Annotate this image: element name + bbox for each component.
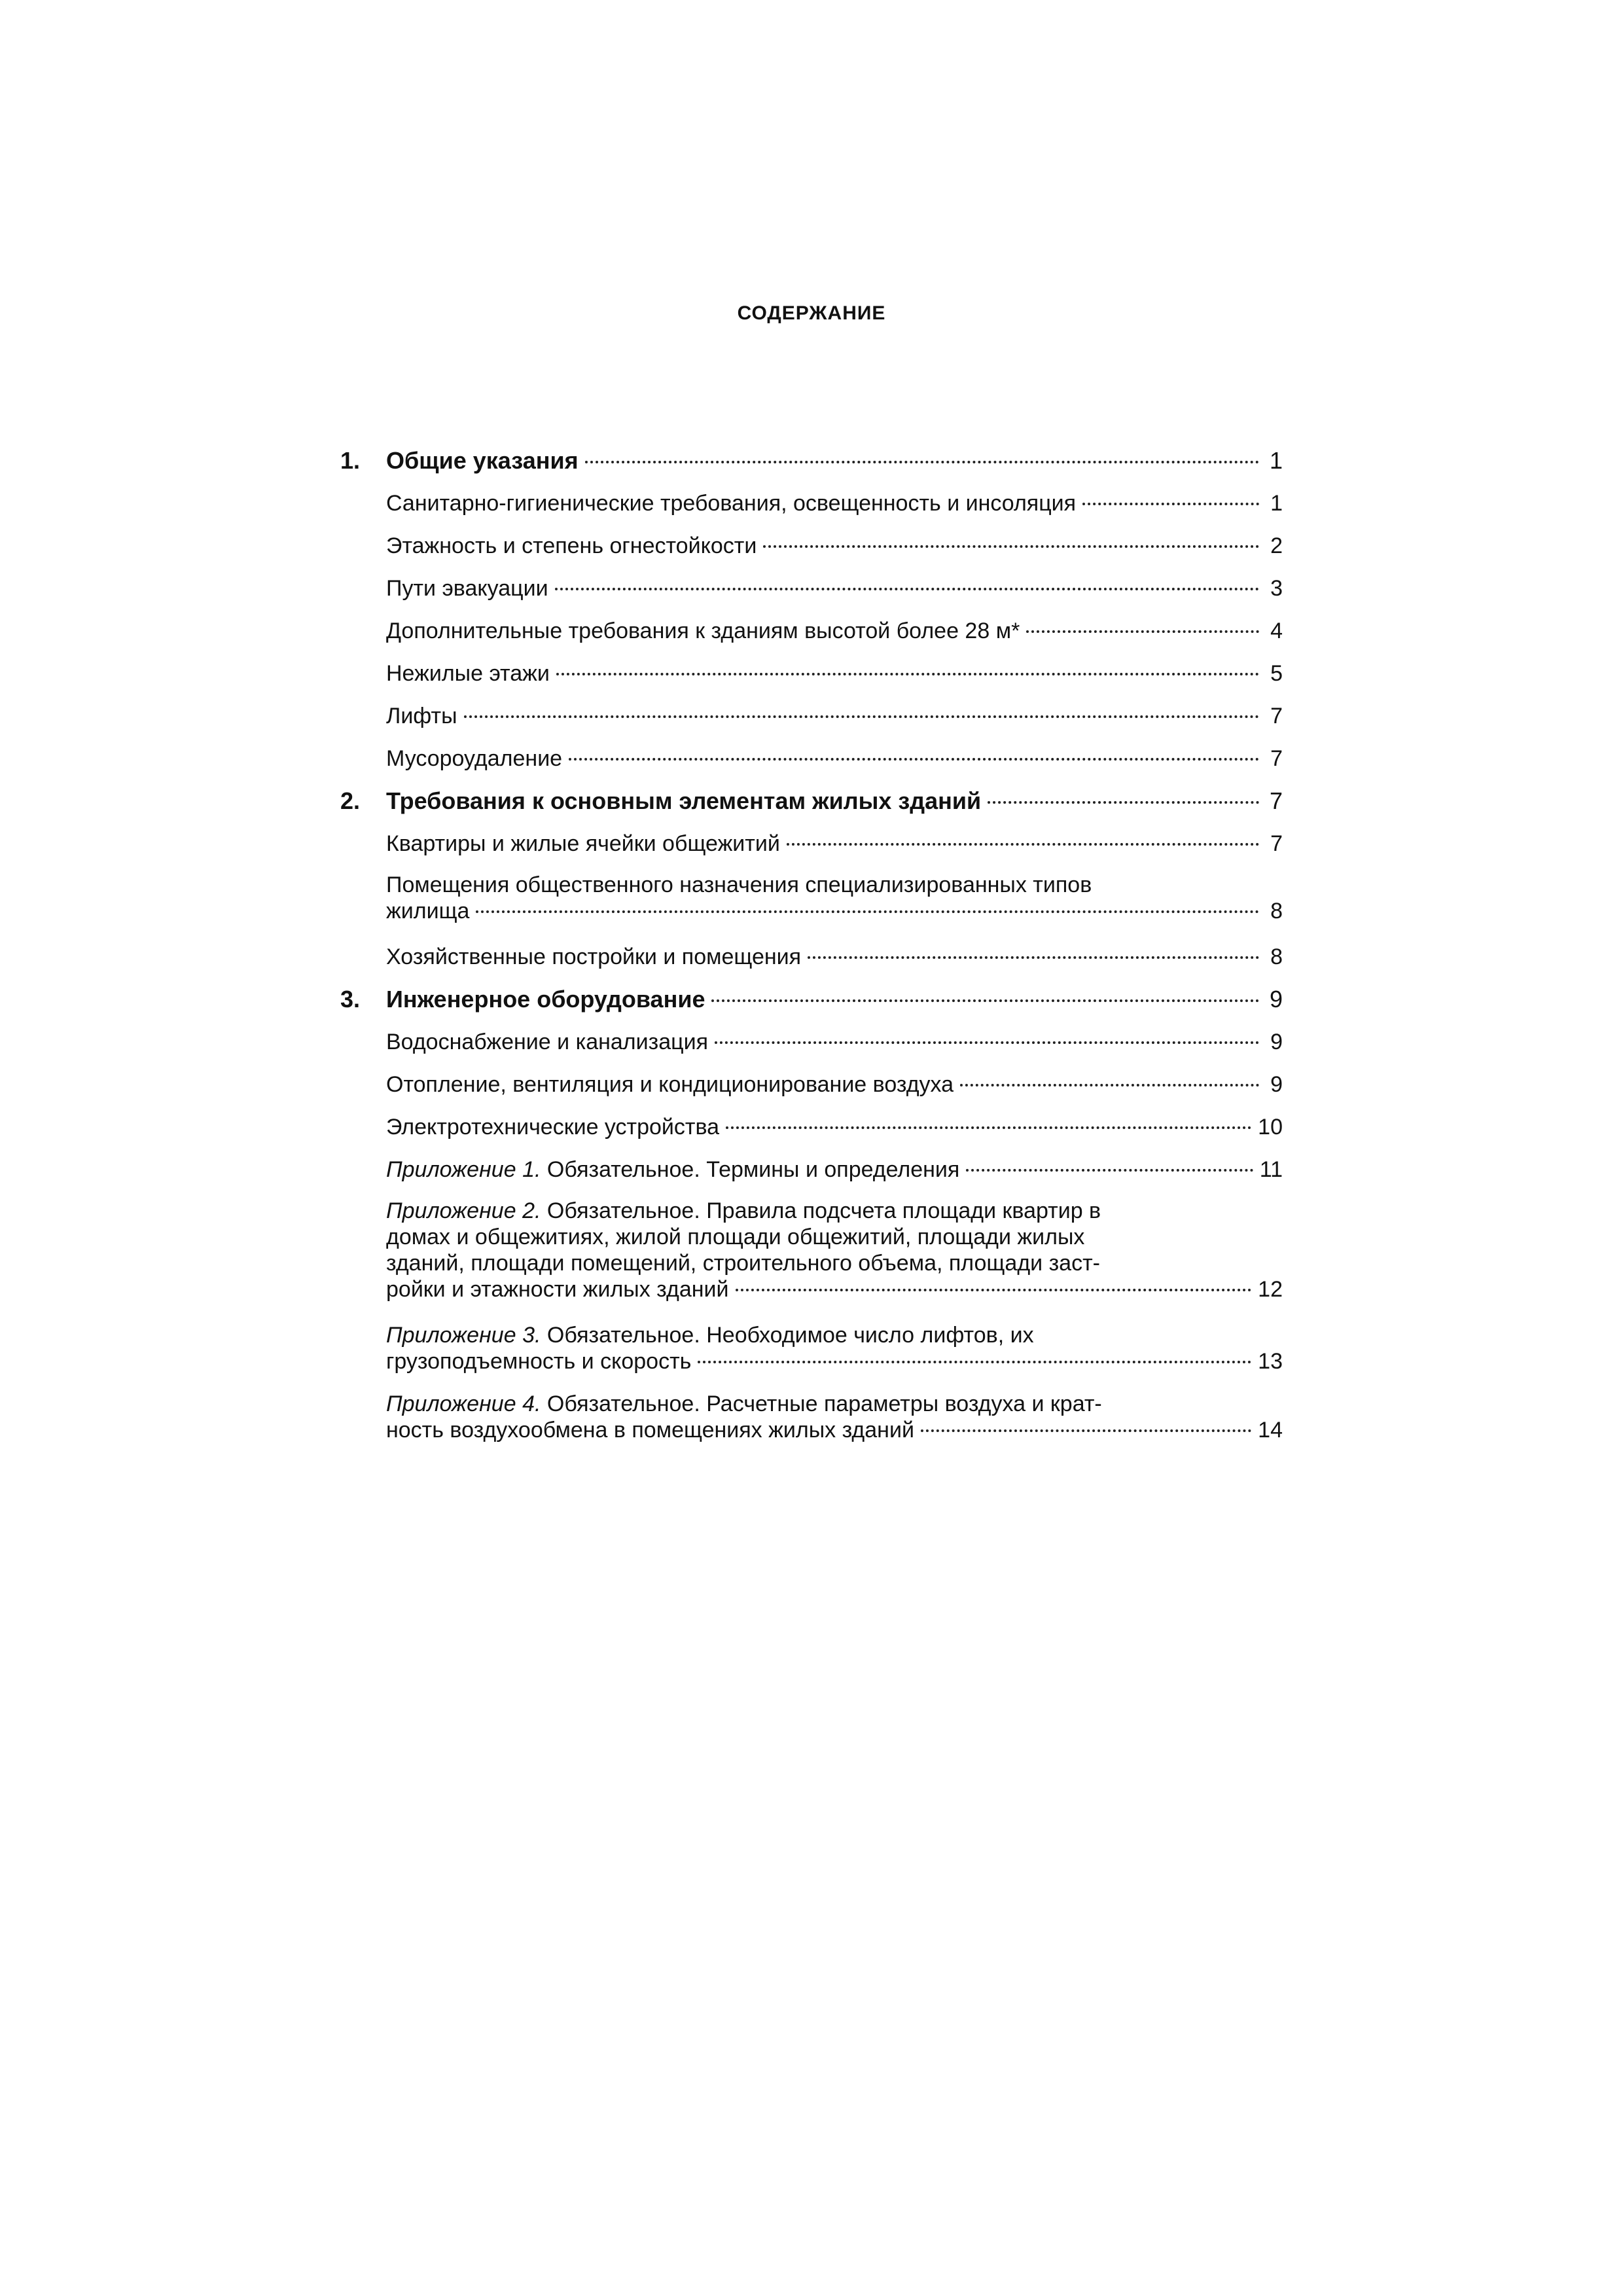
page-number: 5 (1270, 661, 1283, 686)
toc-item[interactable] (386, 489, 1283, 518)
toc-item[interactable] (386, 829, 1283, 858)
section-title: Требования к основным элементам жилых зданий (386, 787, 982, 814)
dot-leader (585, 461, 1259, 463)
dot-leader (711, 999, 1259, 1002)
item-title: Квартиры и жилые ячейки общежитий (386, 831, 780, 856)
appendix-label: Приложение 3. (386, 1323, 541, 1348)
page-number: 7 (1270, 704, 1283, 728)
item-title: Отопление, вентиляция и кондиционирование воздуха (386, 1072, 954, 1097)
toc-item[interactable] (386, 1028, 1283, 1056)
toc-section-2[interactable] (340, 787, 1283, 816)
page-number: 12 (1258, 1277, 1283, 1302)
dot-leader (476, 910, 1259, 913)
dot-leader (1082, 503, 1259, 505)
appendix-title-line: Обязательное. Правила подсчета площади квартир в (546, 1198, 1101, 1223)
page-number: 9 (1269, 986, 1283, 1013)
toc-item[interactable] (386, 1113, 1283, 1141)
item-title: Этажность и степень огнестойкости (386, 533, 757, 558)
page-title: СОДЕРЖАНИЕ (737, 302, 886, 324)
section-number: 3. (340, 986, 361, 1013)
page-number: 4 (1270, 619, 1283, 643)
item-title: Пути эвакуации (386, 576, 548, 601)
toc-item[interactable] (386, 942, 1283, 971)
appendix-title-line: домах и общежитиях, жилой площади общежитий, площади жилых (386, 1225, 1085, 1249)
item-title: Электротехнические устройства (386, 1115, 720, 1139)
section-number: 1. (340, 447, 361, 474)
toc-section-1[interactable] (340, 446, 1283, 475)
page-number: 3 (1270, 576, 1283, 601)
toc-item[interactable] (386, 617, 1283, 645)
dot-leader (464, 715, 1259, 718)
section-title: Инженерное оборудование (386, 986, 705, 1013)
page-number: 8 (1270, 944, 1283, 969)
toc-item[interactable] (386, 659, 1283, 688)
dot-leader (763, 545, 1259, 548)
appendix-title-line: грузоподъемность и скорость (386, 1349, 692, 1374)
page-number: 11 (1259, 1157, 1283, 1182)
page-number: 7 (1270, 831, 1283, 856)
appendix-title: Обязательное. Термины и определения (546, 1157, 960, 1182)
page-number: 1 (1270, 491, 1283, 516)
dot-leader (715, 1041, 1259, 1044)
page-number: 1 (1269, 447, 1283, 474)
appendix-title-line: Обязательное. Необходимое число лифтов, их (546, 1323, 1034, 1348)
page-number: 2 (1270, 533, 1283, 558)
dot-leader (988, 801, 1259, 804)
toc-appendix-1[interactable] (386, 1155, 1283, 1184)
dot-leader (556, 673, 1259, 675)
toc-item[interactable] (386, 1070, 1283, 1099)
toc-appendix-4[interactable] (386, 1391, 1283, 1443)
page-number: 7 (1269, 787, 1283, 814)
item-title-line: жилища (386, 899, 470, 924)
dot-leader (787, 843, 1259, 846)
item-title: Хозяйственные постройки и помещения (386, 944, 802, 969)
item-title: Водоснабжение и канализация (386, 1030, 709, 1054)
appendix-title-line: ность воздухообмена в помещениях жилых зданий (386, 1418, 914, 1443)
appendix-title-line: Обязательное. Расчетные параметры воздуха и крат- (546, 1391, 1102, 1416)
item-title-line: Помещения общественного назначения специализированных типов (386, 872, 1092, 897)
toc-item[interactable] (386, 872, 1283, 924)
toc-appendix-3[interactable] (386, 1322, 1283, 1374)
item-title: Нежилые этажи (386, 661, 550, 686)
appendix-label: Приложение 2. (386, 1198, 541, 1223)
dot-leader (960, 1084, 1259, 1086)
toc-appendix-2[interactable] (386, 1198, 1283, 1302)
appendix-label: Приложение 4. (386, 1391, 541, 1416)
toc-item[interactable] (386, 574, 1283, 603)
item-title: Дополнительные требования к зданиям высотой более 28 м* (386, 619, 1020, 643)
page-number: 7 (1270, 746, 1283, 771)
dot-leader (555, 588, 1259, 590)
dot-leader (921, 1429, 1251, 1432)
item-title: Лифты (386, 704, 457, 728)
dot-leader (736, 1289, 1252, 1291)
dot-leader (726, 1126, 1251, 1129)
section-number: 2. (340, 787, 361, 814)
section-title: Общие указания (386, 447, 579, 474)
appendix-title-line: зданий, площади помещений, строительного объема, площади заст- (386, 1251, 1100, 1276)
dot-leader (569, 758, 1259, 761)
toc-item[interactable] (386, 702, 1283, 730)
dot-leader (1026, 630, 1259, 633)
dot-leader (808, 956, 1259, 959)
appendix-label: Приложение 1. (386, 1157, 541, 1182)
item-title: Санитарно-гигиенические требования, освещенность и инсоляция (386, 491, 1077, 516)
toc-section-3[interactable] (340, 985, 1283, 1014)
page-number: 9 (1270, 1030, 1283, 1054)
page-number: 10 (1258, 1115, 1283, 1139)
page-number: 13 (1258, 1349, 1283, 1374)
toc-item[interactable] (386, 744, 1283, 773)
appendix-title-line: ройки и этажности жилых зданий (386, 1277, 729, 1302)
page-number: 14 (1258, 1418, 1283, 1443)
item-title: Мусороудаление (386, 746, 563, 771)
page-number: 9 (1270, 1072, 1283, 1097)
toc-item[interactable] (386, 531, 1283, 560)
dot-leader (698, 1361, 1251, 1363)
dot-leader (966, 1169, 1253, 1172)
page-number: 8 (1270, 899, 1283, 924)
